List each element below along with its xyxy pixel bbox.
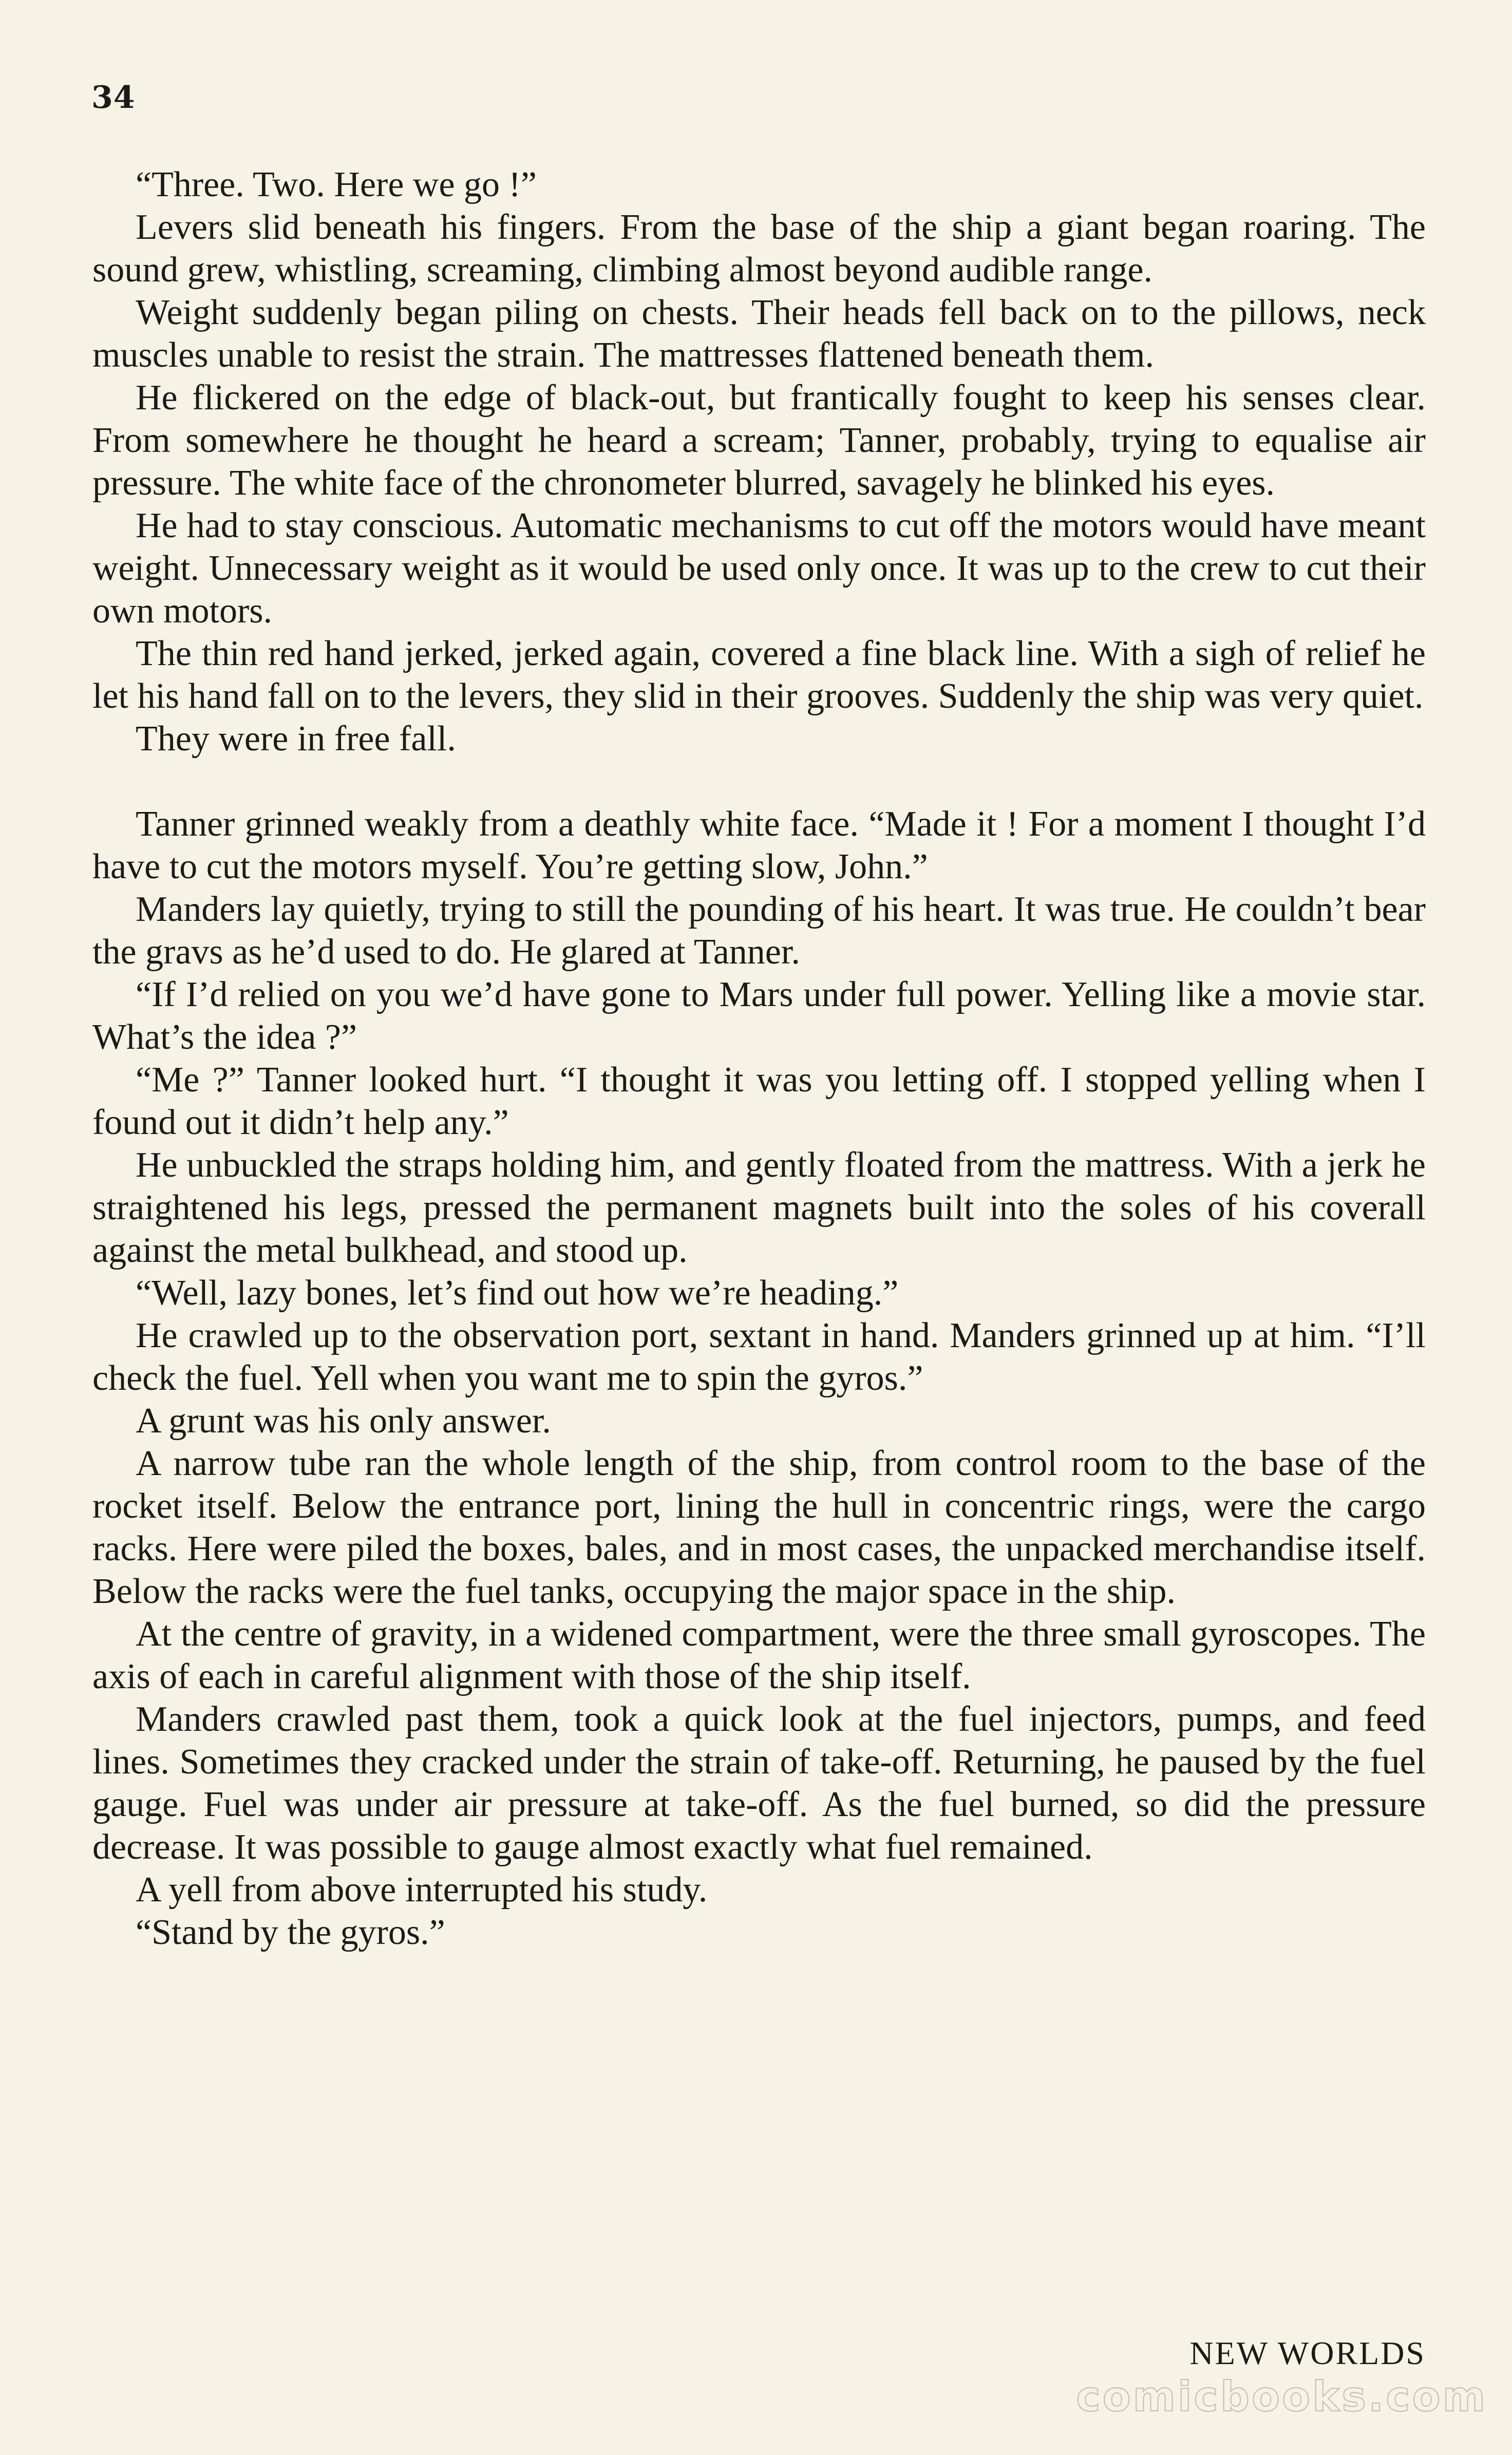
- watermark: comicbooks.com: [1076, 2373, 1487, 2421]
- page-number: 34: [91, 80, 136, 116]
- story-text: [92, 163, 1426, 1954]
- paragraph: A yell from above interrupted his study.: [136, 1870, 708, 1910]
- paragraph: Manders crawled past them, took a quick look at the fuel injectors, pumps, and feed lines. Sometimes they cracked under the strain of take-off. Returning, he paused by the fuel gauge. Fuel was under air pressure at take-off. As the fuel burned, so did the pressure decrease. It was possible to gauge almost exactly what fuel remained.: [92, 1699, 1426, 1867]
- paragraph: Weight suddenly began piling on chests. Their heads fell back on to the pillows, neck muscles unable to resist the strain. The mattresses flattened beneath them.: [92, 293, 1426, 375]
- paragraph: “Well, lazy bones, let’s find out how we’re heading.”: [136, 1273, 899, 1313]
- paragraph: A narrow tube ran the whole length of the ship, from control room to the base of the rocket itself. Below the entrance port, lining the hull in concentric rings, were the cargo racks. Here were piled the boxes, bales, and in most cases, the unpacked merchandise itself. Below the racks were the fuel tanks, occupying the major space in the ship.: [92, 1444, 1426, 1611]
- paragraph: At the centre of gravity, in a widened compartment, were the three small gyroscopes. The axis of each in careful alignment with those of the ship itself.: [92, 1614, 1426, 1696]
- paragraph: “Stand by the gyros.”: [136, 1913, 445, 1952]
- paragraph: Levers slid beneath his fingers. From the base of the ship a giant began roaring. The sound grew, whistling, screaming, climbing almost beyond audible range.: [92, 207, 1426, 290]
- paragraph: He crawled up to the observation port, sextant in hand. Manders grinned up at him. “I’ll check the fuel. Yell when you want me to spin the gyros.”: [92, 1316, 1426, 1398]
- magazine-name: NEW WORLDS: [1189, 2335, 1426, 2371]
- paragraph: He unbuckled the straps holding him, and gently floated from the mattress. With a jerk he straightened his legs, pressed the permanent magnets built into the soles of his coverall against the metal bulkhead, and stood up.: [92, 1145, 1426, 1270]
- paragraph: A grunt was his only answer.: [136, 1401, 551, 1441]
- paragraph: “Three. Two. Here we go !”: [136, 165, 537, 204]
- paragraph: “If I’d relied on you we’d have gone to Mars under full power. Yelling like a movie star. What’s the idea ?”: [92, 975, 1426, 1057]
- paragraph: Tanner grinned weakly from a deathly white face. “Made it ! For a moment I thought I’d have to cut the motors myself. You’re getting slow, John.”: [92, 804, 1426, 886]
- paragraph: The thin red hand jerked, jerked again, covered a fine black line. With a sigh of relief he let his hand fall on to the levers, they slid in their grooves. Suddenly the ship was very quiet.: [92, 634, 1426, 716]
- paragraph: He flickered on the edge of black-out, but frantically fought to keep his senses clear. From somewhere he thought he heard a scream; Tanner, probably, trying to equalise air pressure. The white face of the chronometer blurred, savagely he blinked his eyes.: [92, 378, 1426, 503]
- paragraph: They were in free fall.: [136, 719, 456, 759]
- paragraph: He had to stay conscious. Automatic mechanisms to cut off the motors would have meant weight. Unnecessary weight as it would be used only once. It was up to the crew to cut their own motors.: [92, 506, 1426, 631]
- paragraph: “Me ?” Tanner looked hurt. “I thought it was you letting off. I stopped yelling when I found out it didn’t help any.”: [92, 1060, 1426, 1142]
- paragraph: Manders lay quietly, trying to still the pounding of his heart. It was true. He couldn’t bear the gravs as he’d used to do. He glared at Tanner.: [92, 890, 1426, 972]
